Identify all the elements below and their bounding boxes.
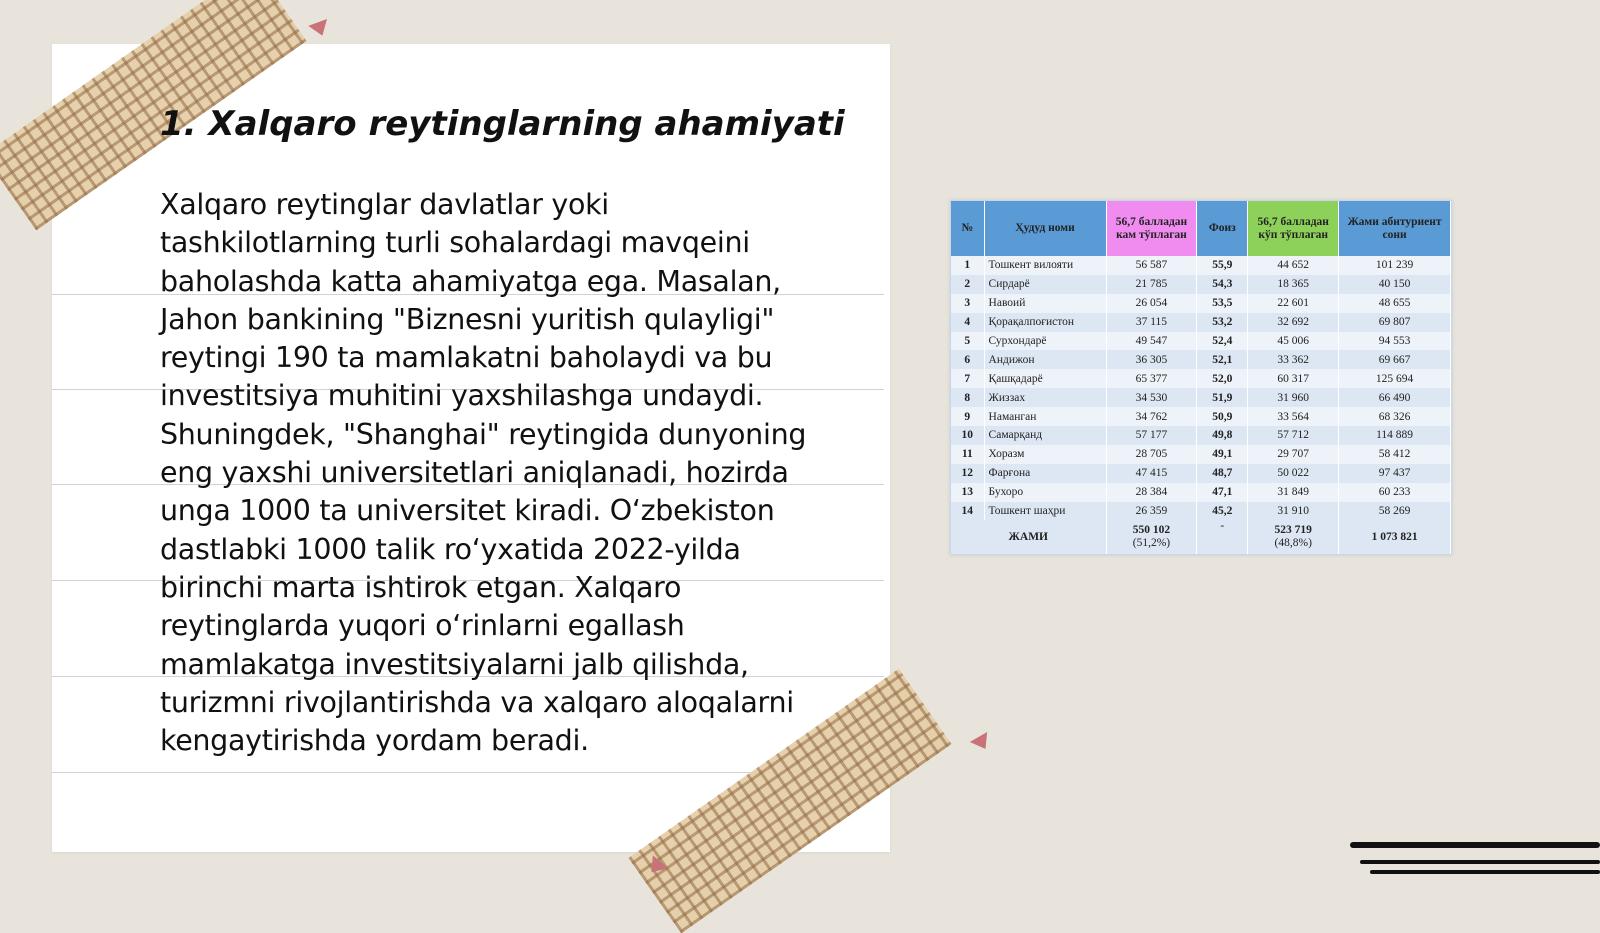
decor-stripe [1370,870,1600,874]
table-cell-low: 65 377 [1106,369,1197,388]
table-cell-pct: 53,5 [1197,294,1248,313]
table-cell-total: 48 655 [1339,294,1451,313]
table-cell-total: 94 553 [1339,332,1451,351]
table-cell-low: 57 177 [1106,426,1197,445]
table-cell-n: 8 [951,388,984,407]
table-cell-pct: 54,3 [1197,275,1248,294]
total-all: 1 073 821 [1339,520,1451,554]
table-row [951,407,1451,426]
total-low [1106,520,1197,554]
table-cell-high: 22 601 [1248,294,1339,313]
statistics-table [950,200,1452,555]
table-cell-high: 33 564 [1248,407,1339,426]
table-cell-pct: 55,9 [1197,256,1248,275]
table-cell-name: Қорақалпоғистон [984,313,1106,332]
table-cell-n: 14 [951,502,984,521]
table-cell-name: Навоий [984,294,1106,313]
table-cell-total: 101 239 [1339,256,1451,275]
table-header-cell: Фоиз [1197,201,1248,256]
table-cell-high: 45 006 [1248,332,1339,351]
table-header-cell: Ҳудуд номи [984,201,1106,256]
table-row [951,502,1451,521]
slide-body-text: Xalqaro reytinglar davlatlar yoki tashkilotlarning turli sohalardagi mavqeini baholashda katta ahamiyatga ega. Masalan, Jahon bankining "Biznesni yuritish qulayligi" reytingi 190 ta mamlakatni baholaydi va bu investitsiya muhitini yaxshilashga undaydi. Shuningdek, "Shanghai" reytingida dunyoning eng yaxshi universitetlari aniqlanadi, hozirda unga 1000 ta universitet kiradi. O‘zbekiston dastlabki 1000 talik ro‘yxatida 2022-yilda birinchi marta ishtirok etgan. Xalqaro reytinglarda yuqori o‘rinlarni egallash mamlakatga investitsiyalarni jalb qilishda, turizmni rivojlantirishda va xalqaro aloqalarni kengaytirishda yordam beradi. [160,188,807,758]
table-row [951,313,1451,332]
table-cell-n: 7 [951,369,984,388]
table-cell-low: 21 785 [1106,275,1197,294]
table-cell-total: 58 412 [1339,445,1451,464]
table-cell-pct: 45,2 [1197,502,1248,521]
table-cell-n: 10 [951,426,984,445]
total-pct: - [1197,520,1248,554]
table-cell-high: 60 317 [1248,369,1339,388]
table-cell-n: 4 [951,313,984,332]
table-row [951,332,1451,351]
pin-icon [970,732,994,754]
table-cell-high: 31 849 [1248,483,1339,502]
table-cell-n: 9 [951,407,984,426]
table-cell-high: 33 362 [1248,350,1339,369]
table-header-row [951,201,1451,256]
table-cell-total: 69 667 [1339,350,1451,369]
table-cell-pct: 52,1 [1197,350,1248,369]
table-cell-pct: 47,1 [1197,483,1248,502]
table-row [951,388,1451,407]
table-cell-low: 26 359 [1106,502,1197,521]
table-cell-name: Тошкент шаҳри [984,502,1106,521]
table-cell-low: 47 415 [1106,464,1197,483]
total-high [1248,520,1339,554]
table-cell-name: Сурхондарё [984,332,1106,351]
table-row [951,464,1451,483]
table-cell-n: 6 [951,350,984,369]
table-cell-total: 40 150 [1339,275,1451,294]
table-cell-total: 58 269 [1339,502,1451,521]
table-cell-n: 11 [951,445,984,464]
table-cell-name: Сирдарё [984,275,1106,294]
table-cell-pct: 48,7 [1197,464,1248,483]
table-cell-total: 60 233 [1339,483,1451,502]
table-header-cell: 56,7 балладан кўп тўплаган [1248,201,1339,256]
table-cell-low: 26 054 [1106,294,1197,313]
table-cell-low: 56 587 [1106,256,1197,275]
table-cell-pct: 52,4 [1197,332,1248,351]
table-cell-total: 125 694 [1339,369,1451,388]
table-cell-n: 5 [951,332,984,351]
table-cell-high: 44 652 [1248,256,1339,275]
table-cell-name: Наманган [984,407,1106,426]
decor-stripe [1360,860,1600,864]
table-row [951,426,1451,445]
table-total-row [951,520,1451,554]
table-cell-low: 34 762 [1106,407,1197,426]
table-cell-n: 13 [951,483,984,502]
table-cell-high: 18 365 [1248,275,1339,294]
table-header-cell: Жами абитуриент сони [1339,201,1451,256]
table-row [951,483,1451,502]
table-cell-n: 1 [951,256,984,275]
table-cell-low: 28 384 [1106,483,1197,502]
table-cell-low: 37 115 [1106,313,1197,332]
table-row [951,256,1451,275]
table-cell-high: 31 960 [1248,388,1339,407]
table-cell-n: 2 [951,275,984,294]
pin-icon [308,19,332,39]
table-row [951,350,1451,369]
table-header-cell: № [951,201,984,256]
table-cell-name: Самарқанд [984,426,1106,445]
table-cell-n: 12 [951,464,984,483]
table-cell-pct: 49,8 [1197,426,1248,445]
table-header-cell: 56,7 балладан кам тўплаган [1106,201,1197,256]
table-cell-total: 68 326 [1339,407,1451,426]
decor-stripe [1350,842,1600,848]
table-cell-name: Жиззах [984,388,1106,407]
table-cell-name: Хоразм [984,445,1106,464]
table-row [951,445,1451,464]
table-cell-total: 97 437 [1339,464,1451,483]
table-cell-total: 69 807 [1339,313,1451,332]
table-row [951,369,1451,388]
total-high-percent: (48,8%) [1274,537,1312,550]
results-table [951,201,1451,554]
table-cell-pct: 52,0 [1197,369,1248,388]
table-cell-high: 57 712 [1248,426,1339,445]
table-cell-n: 3 [951,294,984,313]
table-cell-pct: 51,9 [1197,388,1248,407]
table-cell-name: Қашқадарё [984,369,1106,388]
table-row [951,275,1451,294]
table-cell-total: 114 889 [1339,426,1451,445]
table-cell-high: 31 910 [1248,502,1339,521]
table-cell-name: Фарғона [984,464,1106,483]
table-cell-pct: 49,1 [1197,445,1248,464]
table-cell-name: Бухоро [984,483,1106,502]
table-cell-low: 28 705 [1106,445,1197,464]
table-cell-low: 49 547 [1106,332,1197,351]
total-low-value: 550 102 [1132,524,1171,537]
table-cell-high: 29 707 [1248,445,1339,464]
table-cell-low: 34 530 [1106,388,1197,407]
table-body [951,256,1451,520]
table-row [951,294,1451,313]
table-cell-pct: 50,9 [1197,407,1248,426]
table-cell-high: 50 022 [1248,464,1339,483]
total-label: ЖАМИ [951,520,1106,554]
table-cell-pct: 53,2 [1197,313,1248,332]
table-cell-name: Тошкент вилояти [984,256,1106,275]
table-cell-high: 32 692 [1248,313,1339,332]
table-cell-total: 66 490 [1339,388,1451,407]
total-low-percent: (51,2%) [1132,537,1171,550]
table-cell-low: 36 305 [1106,350,1197,369]
slide-title: 1. Xalqaro reytinglarning ahamiyati [160,104,845,144]
table-cell-name: Андижон [984,350,1106,369]
total-high-value: 523 719 [1274,524,1312,537]
